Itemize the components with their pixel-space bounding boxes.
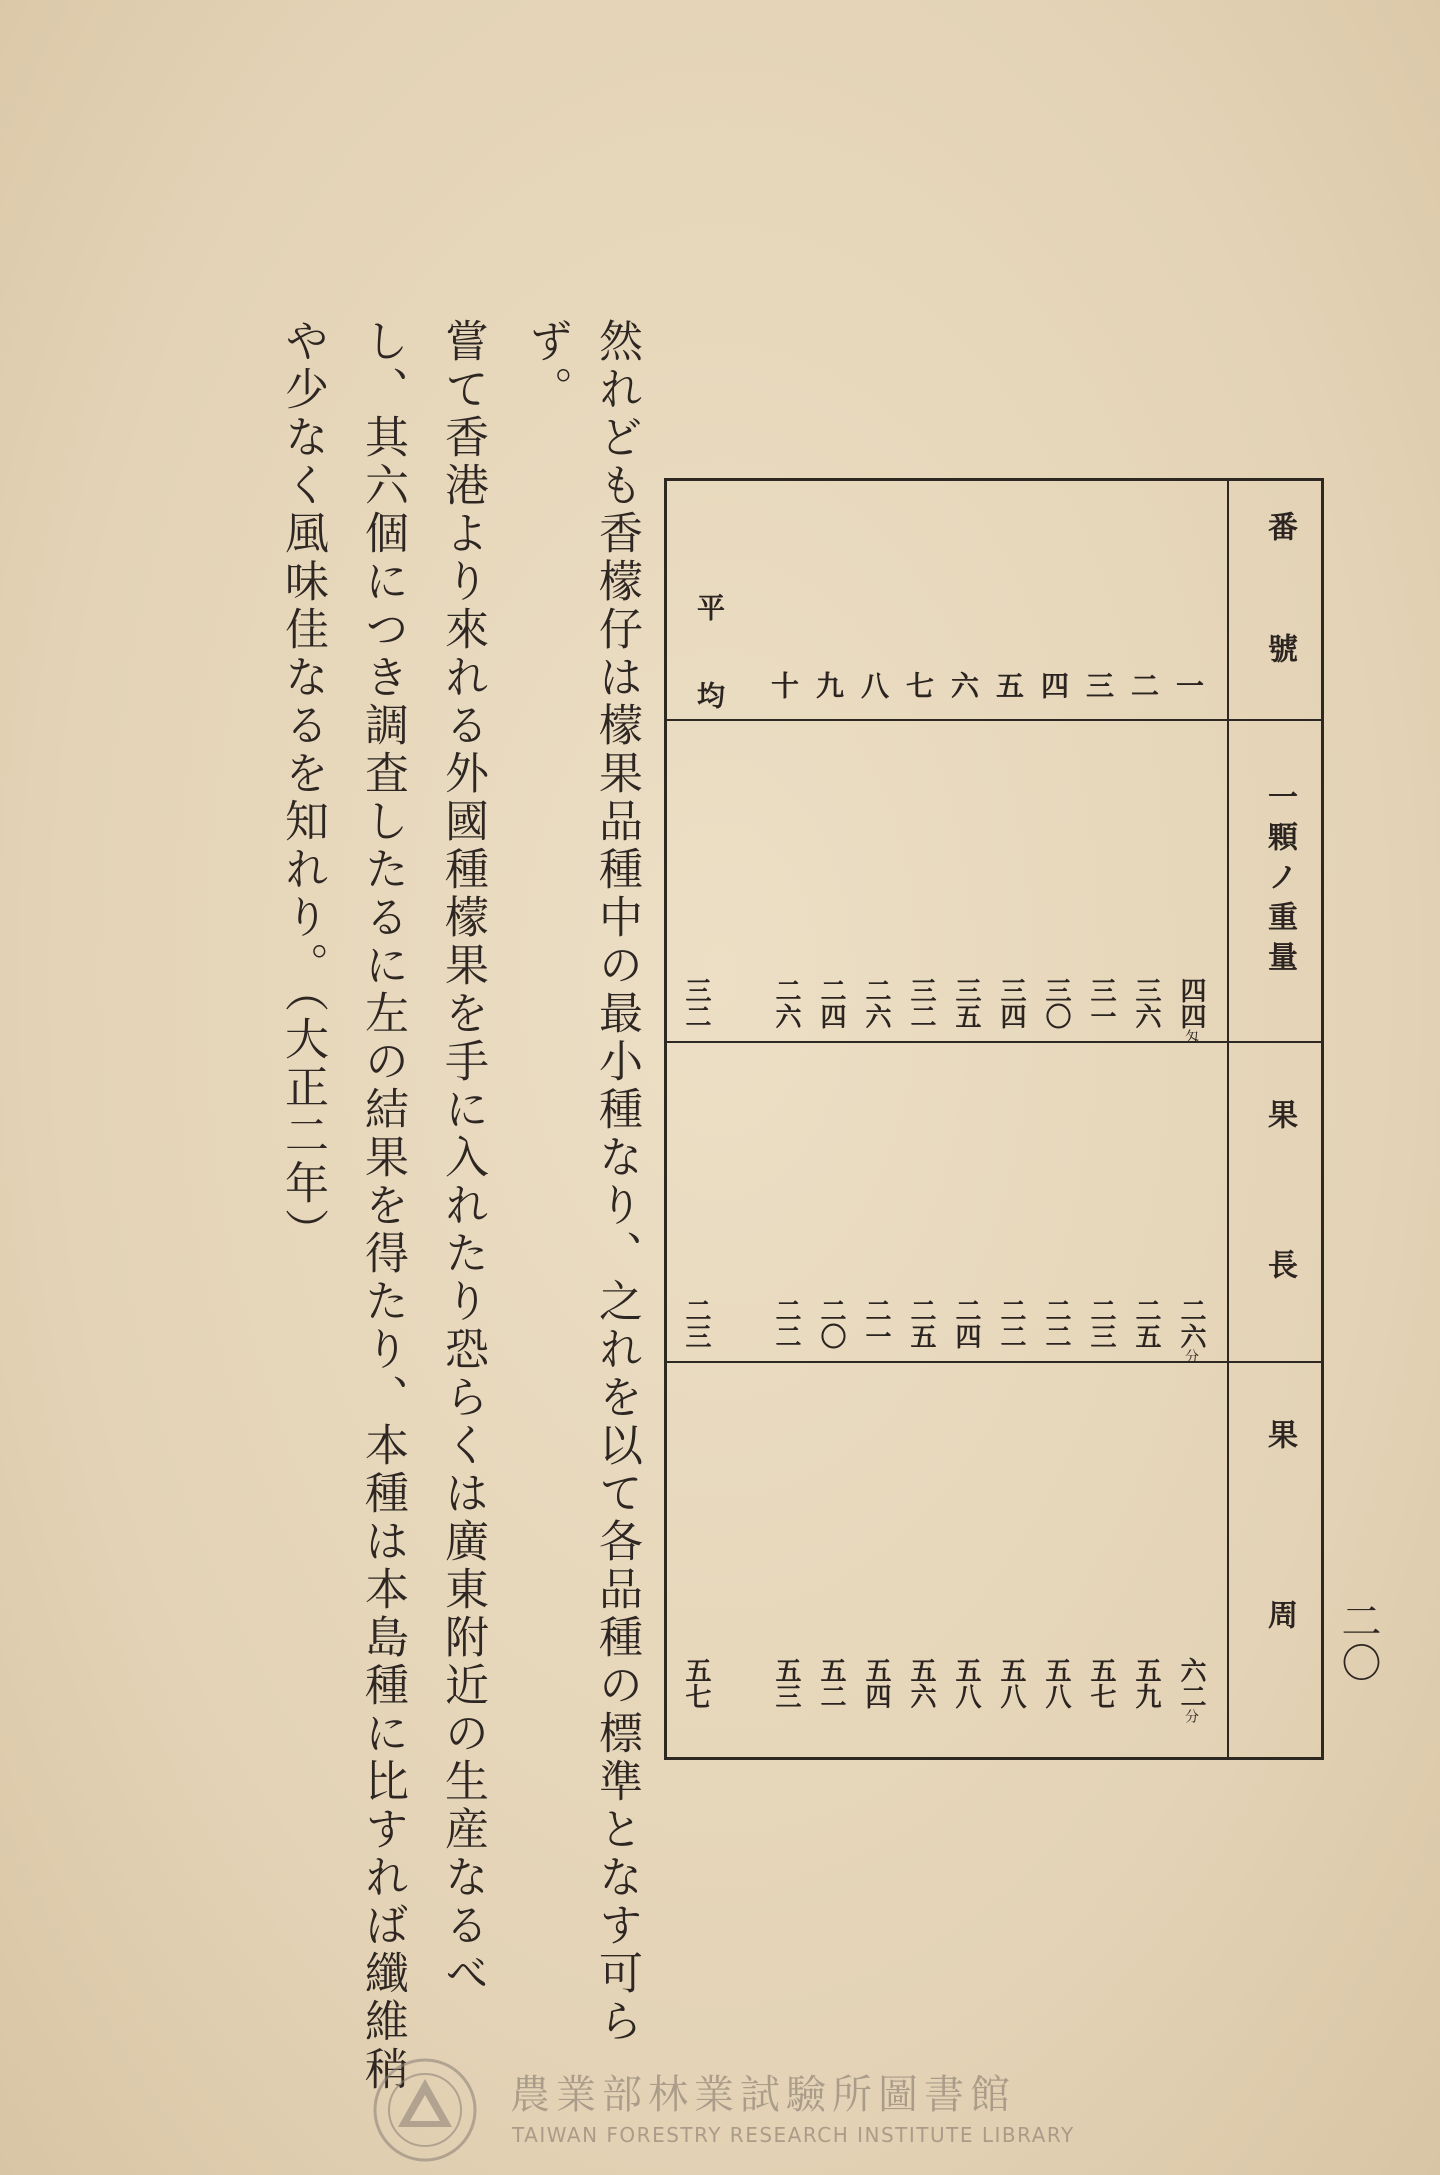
paragraph-line-5: や少なく風味佳なるを知れり。（大正二年） — [277, 318, 328, 1256]
weight-9: 二四 — [816, 977, 846, 1029]
weight-10: 二六 — [771, 977, 801, 1029]
paragraph-line-2: ず。 — [521, 318, 572, 414]
length-unit: 分 — [1183, 1349, 1199, 1363]
header-divider — [1227, 481, 1229, 1757]
row-number-7: 七 — [902, 671, 935, 699]
circumference-unit: 分 — [1183, 1709, 1199, 1723]
circumference-8: 五四 — [861, 1657, 891, 1709]
row-number-9: 九 — [812, 671, 845, 699]
circumference-6: 五八 — [951, 1657, 981, 1709]
weight-average: 三二 — [681, 977, 711, 1029]
length-10: 二二 — [771, 1297, 801, 1349]
row-number-5: 五 — [992, 671, 1025, 699]
weight-8: 二六 — [861, 977, 891, 1029]
library-seal-icon — [370, 2055, 480, 2165]
length-7: 二五 — [906, 1297, 936, 1349]
weight-3: 三一 — [1086, 977, 1116, 1029]
weight-2: 三六 — [1131, 977, 1161, 1029]
length-2: 二五 — [1131, 1297, 1161, 1349]
circumference-average: 五七 — [681, 1657, 711, 1709]
row-number-6: 六 — [947, 671, 980, 699]
row-number-4: 四 — [1037, 671, 1070, 699]
row-number-10: 十 — [767, 671, 800, 699]
header-weight: 一顆ノ重量 — [1262, 781, 1297, 981]
circumference-4: 五八 — [1041, 1657, 1071, 1709]
length-6: 二四 — [951, 1297, 981, 1349]
weight-5: 三四 — [996, 977, 1026, 1029]
circumference-1: 六二分 — [1176, 1657, 1206, 1723]
length-9: 二〇 — [816, 1297, 846, 1349]
length-5: 二二 — [996, 1297, 1026, 1349]
length-8: 二一 — [861, 1297, 891, 1349]
weight-1: 四四匁 — [1176, 977, 1206, 1043]
library-watermark — [370, 2055, 1090, 2165]
circumference-10: 五三 — [771, 1657, 801, 1709]
paragraph-line-3: 嘗て香港より來れる外國種檬果を手に入れたり恐らくは廣東附近の生産なるべ — [437, 318, 488, 1998]
row-number-2: 二 — [1127, 671, 1160, 699]
mango-measurement-table — [664, 478, 1324, 1779]
circumference-5: 五八 — [996, 1657, 1026, 1709]
circumference-9: 五二 — [816, 1657, 846, 1709]
length-average: 二三 — [681, 1297, 711, 1349]
circumference-3: 五七 — [1086, 1657, 1116, 1709]
weight-6: 三五 — [951, 977, 981, 1029]
row-number-8: 八 — [857, 671, 890, 699]
weight-unit: 匁 — [1183, 1029, 1199, 1043]
header-circumference: 果周 — [1262, 1419, 1297, 1779]
row-number-3: 三 — [1082, 671, 1115, 699]
circumference-7: 五六 — [906, 1657, 936, 1709]
average-label: 平均 — [693, 593, 726, 769]
paragraph-line-1: 然れども香檬仔は檬果品種中の最小種なり、之れを以て各品種の標準となす可ら — [591, 318, 642, 2046]
row-divider-3 — [667, 1361, 1321, 1363]
header-length: 果長 — [1262, 1099, 1297, 1399]
row-divider-1 — [667, 719, 1321, 721]
length-3: 二三 — [1086, 1297, 1116, 1349]
weight-4: 三〇 — [1041, 977, 1071, 1029]
library-title: 農業部林業試驗所圖書館 — [510, 2072, 1016, 2118]
circumference-2: 五九 — [1131, 1657, 1161, 1709]
library-subtitle: TAIWAN FORESTRY RESEARCH INSTITUTE LIBRARY — [512, 2123, 1075, 2147]
paragraph-line-4: し、其六個につき調査したるに左の結果を得たり、本種は本島種に比すれば纖維稍 — [357, 318, 408, 2094]
length-1: 二六分 — [1176, 1297, 1206, 1363]
row-divider-2 — [667, 1041, 1321, 1043]
header-number: 番號 — [1262, 511, 1297, 755]
row-number-1: 一 — [1172, 671, 1205, 699]
length-4: 二二 — [1041, 1297, 1071, 1349]
page-number: 二〇 — [1335, 1600, 1381, 1684]
weight-7: 三二 — [906, 977, 936, 1029]
